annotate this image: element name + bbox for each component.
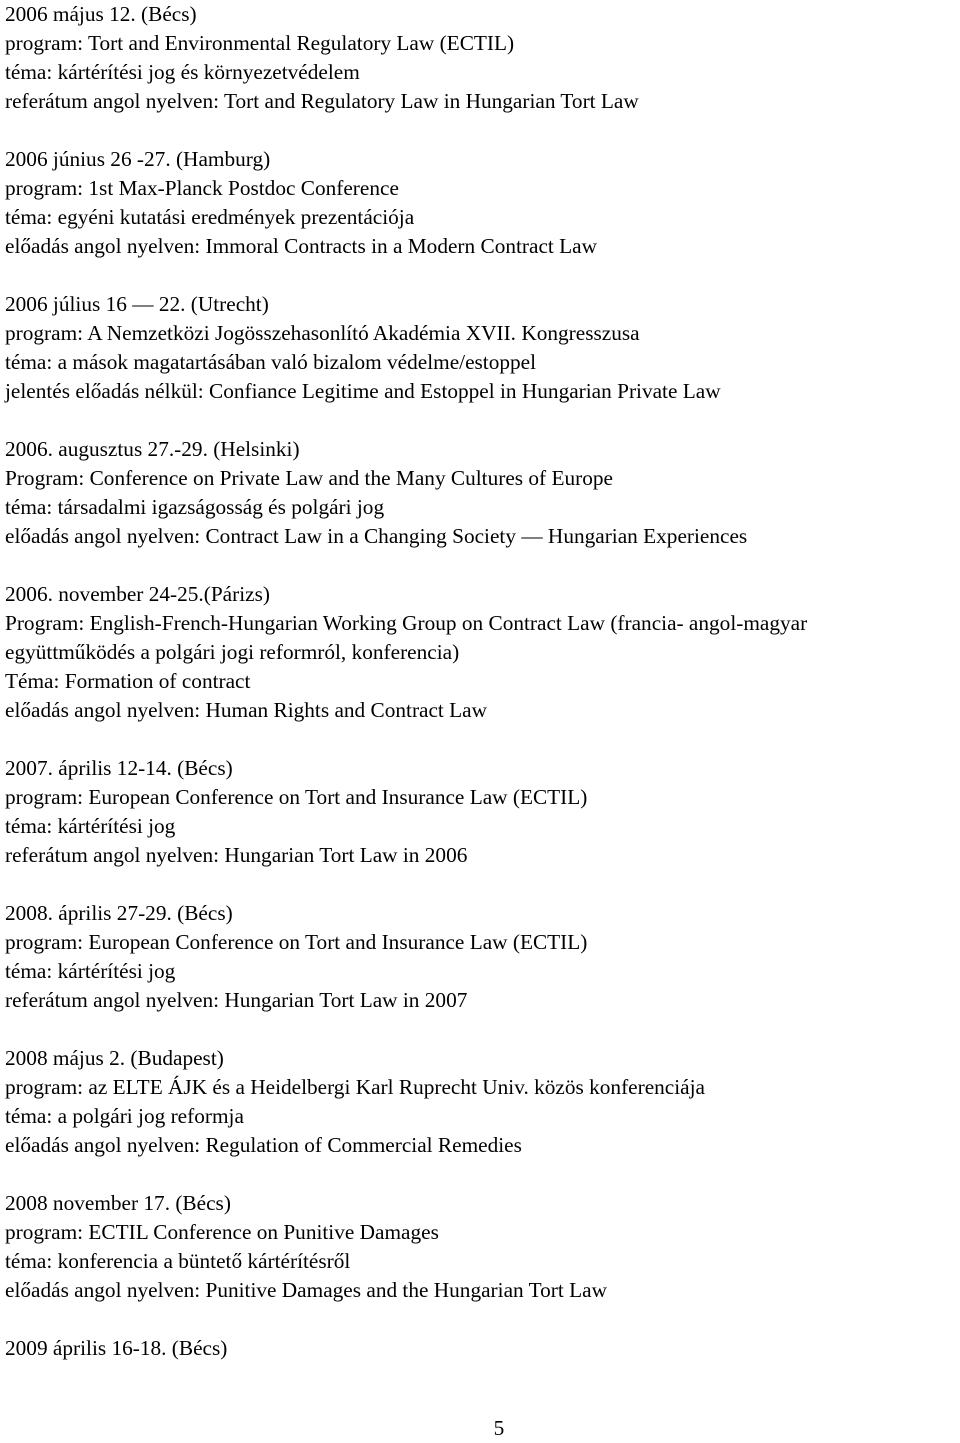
entry-presentation: előadás angol nyelven: Contract Law in a Changing Society — Hungarian Experiences	[5, 524, 748, 548]
entry-topic: téma: kártérítési jog	[5, 814, 176, 838]
entry-program: program: Tort and Environmental Regulatory Law (ECTIL)	[5, 31, 515, 55]
entry-date-location: 2006 május 12. (Bécs)	[5, 2, 197, 26]
conference-entry	[5, 435, 955, 551]
conference-entry	[5, 580, 955, 725]
entry-date-location: 2008 május 2. (Budapest)	[5, 1046, 224, 1070]
entry-date-location: 2006. november 24-25.(Párizs)	[5, 582, 270, 606]
entry-presentation: jelentés előadás nélkül: Confiance Legitime and Estoppel in Hungarian Private Law	[5, 379, 721, 403]
entry-topic: téma: kártérítési jog és környezetvédelem	[5, 60, 360, 84]
document-body	[5, 0, 955, 1392]
entry-topic: téma: egyéni kutatási eredmények prezentációja	[5, 205, 415, 229]
entry-topic: téma: a mások magatartásában való bizalom védelme/estoppel	[5, 350, 537, 374]
entry-date-location: 2006. augusztus 27.-29. (Helsinki)	[5, 437, 300, 461]
entry-topic: Téma: Formation of contract	[5, 669, 251, 693]
entry-topic: téma: konferencia a büntető kártérítésről	[5, 1249, 351, 1273]
entry-program: program: European Conference on Tort and Insurance Law (ECTIL)	[5, 930, 588, 954]
entry-date-location: 2006 június 26 -27. (Hamburg)	[5, 147, 271, 171]
page-number: 5	[493, 1416, 505, 1440]
entry-program: program: az ELTE ÁJK és a Heidelbergi Karl Ruprecht Univ. közös konferenciája	[5, 1075, 705, 1099]
entry-presentation: előadás angol nyelven: Punitive Damages and the Hungarian Tort Law	[5, 1278, 607, 1302]
conference-entry	[5, 899, 955, 1015]
entry-date-location: 2008 november 17. (Bécs)	[5, 1191, 231, 1215]
entry-presentation: előadás angol nyelven: Regulation of Commercial Remedies	[5, 1133, 522, 1157]
entry-topic: téma: a polgári jog reformja	[5, 1104, 244, 1128]
entry-presentation: előadás angol nyelven: Immoral Contracts in a Modern Contract Law	[5, 234, 597, 258]
entry-topic: téma: társadalmi igazságosság és polgári jog	[5, 495, 385, 519]
conference-entry	[5, 145, 955, 261]
entry-presentation: referátum angol nyelven: Hungarian Tort Law in 2007	[5, 988, 468, 1012]
entry-program: Program: English-French-Hungarian Working Group on Contract Law (francia- angol-magyar	[5, 611, 808, 635]
entry-presentation: referátum angol nyelven: Hungarian Tort Law in 2006	[5, 843, 468, 867]
conference-entry	[5, 0, 955, 116]
conference-entry	[5, 754, 955, 870]
entry-date-location: 2008. április 27-29. (Bécs)	[5, 901, 233, 925]
entry-date-location: 2006 július 16 — 22. (Utrecht)	[5, 292, 269, 316]
conference-entry	[5, 1189, 955, 1305]
entry-topic: téma: kártérítési jog	[5, 959, 176, 983]
entry-program: program: A Nemzetközi Jogösszehasonlító Akadémia XVII. Kongresszusa	[5, 321, 640, 345]
entry-program: program: ECTIL Conference on Punitive Damages	[5, 1220, 439, 1244]
entry-date-location: 2007. április 12-14. (Bécs)	[5, 756, 233, 780]
conference-entry	[5, 1334, 955, 1363]
entry-program: program: 1st Max-Planck Postdoc Conference	[5, 176, 399, 200]
entry-presentation: referátum angol nyelven: Tort and Regulatory Law in Hungarian Tort Law	[5, 89, 639, 113]
conference-entry	[5, 1044, 955, 1160]
entry-program: Program: Conference on Private Law and the Many Cultures of Europe	[5, 466, 613, 490]
entry-program: program: European Conference on Tort and Insurance Law (ECTIL)	[5, 785, 588, 809]
entry-presentation: előadás angol nyelven: Human Rights and Contract Law	[5, 698, 488, 722]
entry-date-location: 2009 április 16-18. (Bécs)	[5, 1336, 228, 1360]
entry-program-continued: együttműködés a polgári jogi reformról, konferencia)	[5, 640, 460, 664]
conference-entry	[5, 290, 955, 406]
